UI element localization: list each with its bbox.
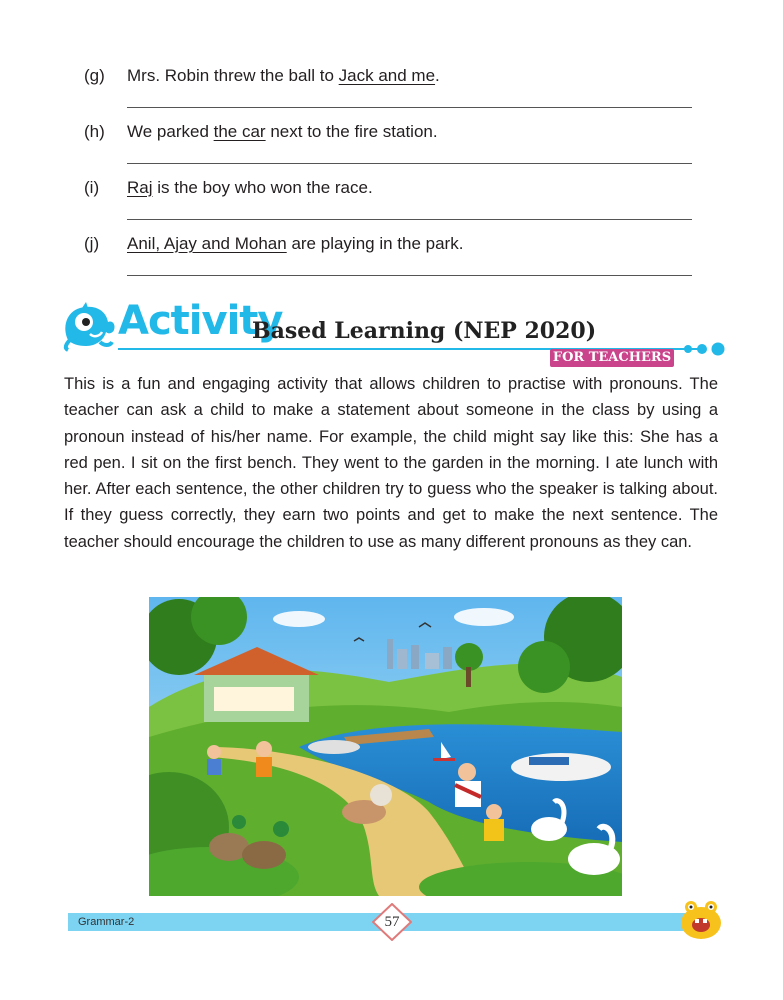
sentence-text: are playing in the park. [286,234,464,253]
exercise-item [0,66,783,122]
page-number: 57 [384,914,400,930]
sentence-text: next to the fire station. [265,122,438,141]
exercise-item [0,178,783,234]
sentence-text: Mrs. Robin threw the ball to [127,66,339,85]
underlined-phrase: Anil, Ajay and Mohan [127,234,287,253]
item-sentence [127,178,373,198]
activity-subtitle: Based Learning (NEP 2020) [252,318,597,344]
item-sentence [127,234,463,254]
activity-header [60,296,725,368]
sentence-text: . [435,66,440,85]
underlined-phrase: Jack and me [338,66,436,85]
monster-mascot-icon [60,300,120,352]
sentence-text: We parked [127,122,214,141]
answer-line[interactable] [127,275,692,276]
exercise-item [0,122,783,178]
answer-line[interactable] [127,107,692,108]
sentence-text: is the boy who won the race. [152,178,373,197]
item-sentence [127,66,440,86]
underlined-phrase: the car [213,122,266,141]
underlined-phrase: Raj [127,178,153,197]
park-scene-illustration [149,597,622,896]
activity-title: Activity [118,298,283,344]
item-letter: (j) [84,234,100,253]
yellow-monster-icon [677,893,725,941]
for-teachers-badge: FOR TEACHERS [550,349,674,367]
exercise-item [0,234,783,290]
item-letter: (h) [84,122,105,141]
answer-line[interactable] [127,163,692,164]
item-letter: (i) [84,178,100,197]
item-sentence [127,122,438,142]
decorative-dots-icon [680,341,728,357]
answer-line[interactable] [127,219,692,220]
item-letter: (g) [84,66,105,85]
activity-description: This is a fun and engaging activity that allows children to practise with pronouns. The teacher can ask a child to make a statement about someone in the class by using a pronoun instead of his/her name. For example, the child might say like this: She has a red pen. I sit on the first bench. They went to the garden in the morning. I ate lunch with her. After each sentence, the other children try to guess who the speaker is talking about. If they guess correctly, they earn two points and get to make the next sentence. The teacher should encourage the children to use as many different pronouns as they can. [64,375,718,551]
book-title: Grammar-2 [78,916,135,928]
